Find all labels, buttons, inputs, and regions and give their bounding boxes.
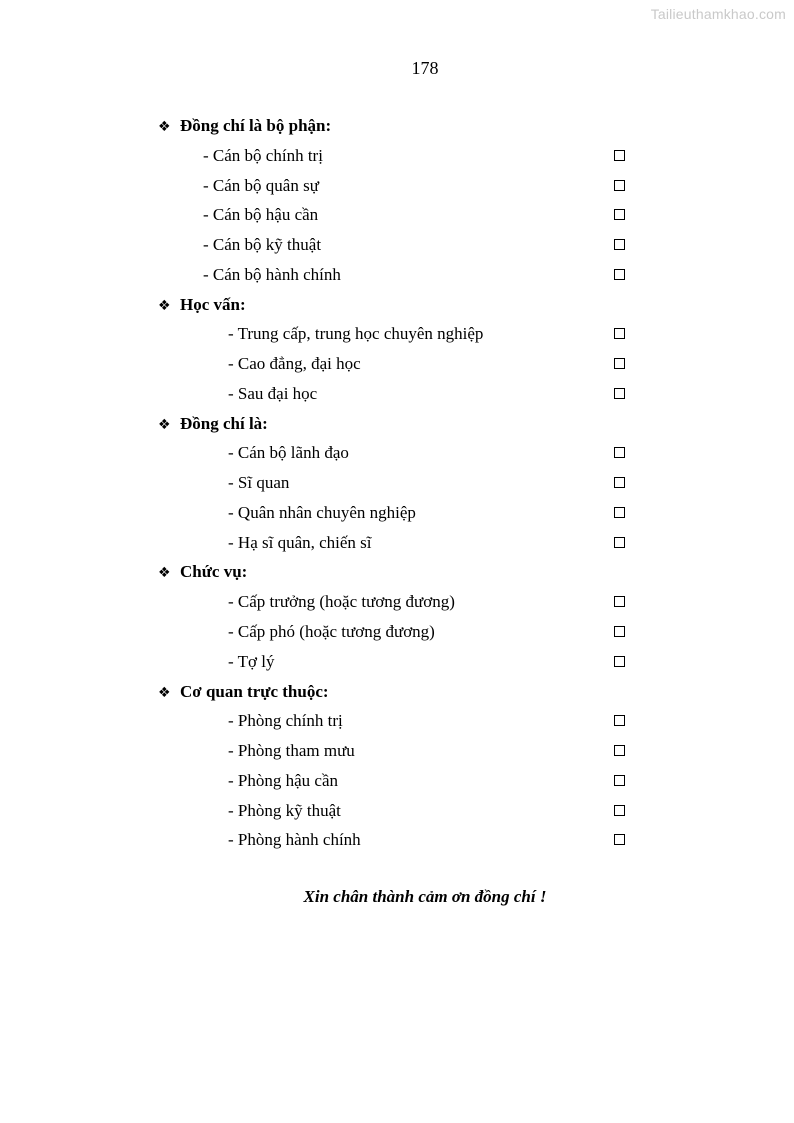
section-heading-text: Cơ quan trực thuộc: [180, 681, 329, 701]
option-checkbox[interactable] [614, 150, 625, 161]
option-label: - Cán bộ hậu cần [203, 205, 319, 225]
option-label: - Cấp trưởng (hoặc tương đương) [228, 592, 455, 612]
page-number: 178 [411, 58, 439, 78]
survey-form [0, 111, 794, 855]
option-label: - Phòng kỹ thuật [228, 800, 341, 820]
option-row [0, 825, 794, 855]
section-heading [0, 557, 794, 587]
closing-message: Xin chân thành cảm ơn đồng chí ! [303, 887, 547, 906]
option-label: - Phòng tham mưu [228, 741, 355, 761]
option-label: - Phòng hậu cần [228, 770, 339, 790]
option-row [0, 528, 794, 558]
option-checkbox[interactable] [614, 239, 625, 250]
section-heading-text: Chức vụ: [180, 562, 248, 582]
option-row [0, 141, 794, 171]
option-row [0, 171, 794, 201]
option-row [0, 200, 794, 230]
option-row [0, 766, 794, 796]
option-checkbox[interactable] [614, 775, 625, 786]
section-heading [0, 409, 794, 439]
section-heading-text: Đồng chí là: [180, 413, 268, 433]
option-label: - Sĩ quan [228, 473, 290, 493]
option-checkbox[interactable] [614, 388, 625, 399]
section-heading-text: Đồng chí là bộ phận: [180, 116, 332, 135]
section-heading [0, 290, 794, 320]
option-row [0, 796, 794, 826]
option-checkbox[interactable] [614, 209, 625, 220]
option-label: - Cấp phó (hoặc tương đương) [228, 622, 435, 642]
option-row [0, 468, 794, 498]
diamond-bullet-icon: ❖ [158, 416, 171, 433]
option-checkbox[interactable] [614, 269, 625, 280]
option-row [0, 319, 794, 349]
option-label: - Phòng chính trị [228, 711, 343, 731]
diamond-bullet-icon: ❖ [158, 119, 171, 135]
section-heading [0, 677, 794, 707]
option-checkbox[interactable] [614, 477, 625, 488]
watermark: Tailieuthamkhao.com [650, 6, 786, 22]
option-label: - Tợ lý [228, 651, 275, 671]
option-label: - Sau đại học [228, 383, 318, 403]
option-row [0, 498, 794, 528]
option-row [0, 706, 794, 736]
option-checkbox[interactable] [614, 596, 625, 607]
section-heading [0, 111, 794, 141]
option-checkbox[interactable] [614, 537, 625, 548]
option-checkbox[interactable] [614, 805, 625, 816]
option-label: - Cán bộ quân sự [203, 175, 319, 195]
option-label: - Cán bộ lãnh đạo [228, 443, 349, 463]
option-checkbox[interactable] [614, 715, 625, 726]
option-label: - Cao đẳng, đại học [228, 354, 361, 374]
option-label: - Cán bộ chính trị [203, 145, 323, 165]
option-row [0, 617, 794, 647]
option-row [0, 349, 794, 379]
option-label: - Cán bộ kỹ thuật [203, 235, 322, 255]
option-checkbox[interactable] [614, 507, 625, 518]
option-label: - Cán bộ hành chính [203, 264, 341, 284]
option-label: - Hạ sĩ quân, chiến sĩ [228, 532, 372, 552]
option-label: - Phòng hành chính [228, 830, 361, 850]
section-heading-text: Học vấn: [180, 294, 246, 314]
option-row [0, 379, 794, 409]
option-row [0, 647, 794, 677]
option-row [0, 230, 794, 260]
option-checkbox[interactable] [614, 745, 625, 756]
diamond-bullet-icon: ❖ [158, 684, 171, 701]
option-checkbox[interactable] [614, 656, 625, 667]
option-row [0, 438, 794, 468]
option-checkbox[interactable] [614, 180, 625, 191]
option-checkbox[interactable] [614, 834, 625, 845]
option-checkbox[interactable] [614, 358, 625, 369]
option-label: - Quân nhân chuyên nghiệp [228, 502, 416, 522]
diamond-bullet-icon: ❖ [158, 565, 171, 582]
option-row [0, 260, 794, 290]
diamond-bullet-icon: ❖ [158, 297, 171, 314]
option-row [0, 587, 794, 617]
option-label: - Trung cấp, trung học chuyên nghiệp [228, 324, 484, 344]
option-checkbox[interactable] [614, 626, 625, 637]
option-row [0, 736, 794, 766]
option-checkbox[interactable] [614, 447, 625, 458]
option-checkbox[interactable] [614, 328, 625, 339]
